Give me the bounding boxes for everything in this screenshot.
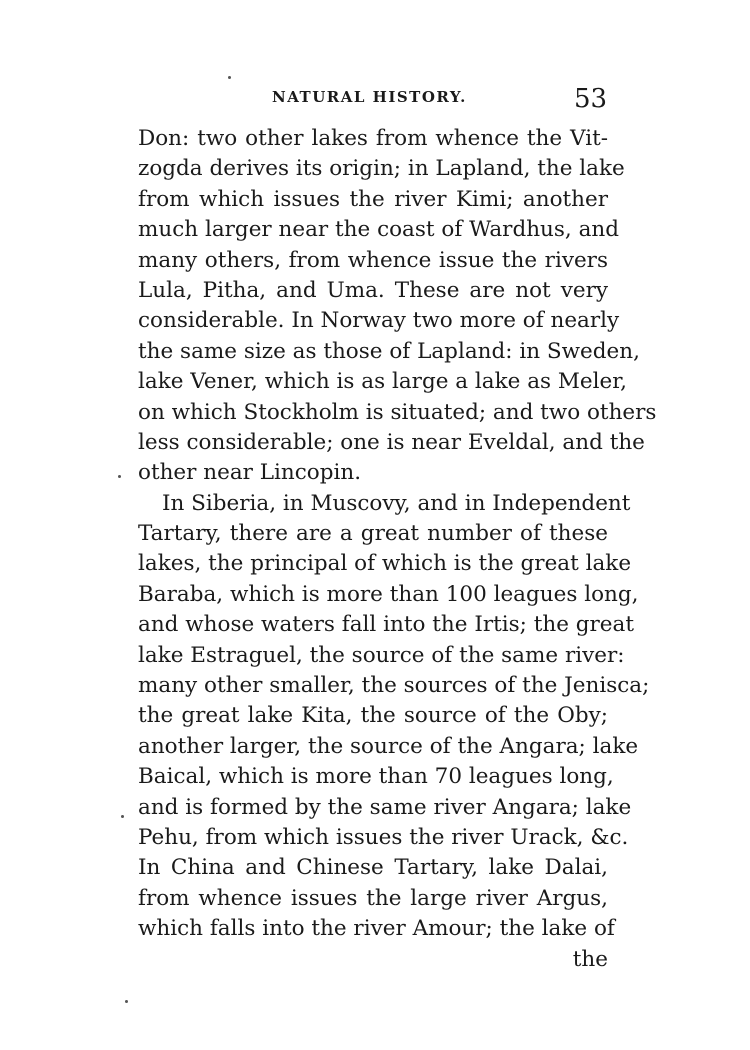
text-line: from whence issues the large river Argus, xyxy=(138,885,608,911)
text-line: another larger, the source of the Angara; lake xyxy=(138,733,639,759)
text-line: Pehu, from which issues the river Urack, &c. xyxy=(138,824,629,850)
paper-speck xyxy=(228,76,231,79)
page-number: 53 xyxy=(574,84,608,114)
text-line: In China and Chinese Tartary, lake Dalai, xyxy=(138,855,608,881)
catchword: the xyxy=(572,946,608,972)
text-line: Don: two other lakes from whence the Vit- xyxy=(138,126,608,151)
body-text xyxy=(138,124,657,975)
text-line: on which Stockholm is situated; and two others xyxy=(138,399,657,425)
text-line: lake Vener, which is as large a lake as Meler, xyxy=(138,369,627,395)
text-line: Lula, Pitha, and Uma. These are not very xyxy=(138,277,608,303)
text-line: and is formed by the same river Angara; lake xyxy=(138,794,632,820)
text-line: from which issues the river Kimi; another xyxy=(138,186,608,212)
paper-speck xyxy=(118,475,121,478)
paper-speck xyxy=(125,1000,128,1003)
paragraph-first-line: In Siberia, in Muscovy, and in Independent xyxy=(162,490,631,516)
text-line: Baraba, which is more than 100 leagues long, xyxy=(138,581,639,607)
running-title: NATURAL HISTORY. xyxy=(272,88,467,106)
text-line: much larger near the coast of Wardhus, and xyxy=(138,217,620,243)
text-line: less considerable; one is near Eveldal, and the xyxy=(138,429,645,455)
text-line: many others, from whence issue the rivers xyxy=(138,247,608,273)
text-line: lake Estraguel, the source of the same river: xyxy=(138,642,625,668)
text-line: Baical, which is more than 70 leagues long, xyxy=(138,764,614,790)
text-line: lakes, the principal of which is the great lake xyxy=(138,551,632,577)
text-line: Tartary, there are a great number of these xyxy=(138,521,608,547)
text-line: many other smaller, the sources of the Jenisca; xyxy=(138,673,650,699)
text-line: and whose waters fall into the Irtis; the great xyxy=(138,612,634,638)
text-line: considerable. In Norway two more of nearly xyxy=(138,308,620,334)
text-line: other near Lincopin. xyxy=(138,460,362,486)
text-line: the great lake Kita, the source of the Oby; xyxy=(138,703,608,729)
text-line: the same size as those of Lapland: in Sweden, xyxy=(138,338,640,364)
page-header xyxy=(0,84,750,114)
paper-speck xyxy=(121,815,124,818)
text-line: zogda derives its origin; in Lapland, the lake xyxy=(138,156,625,182)
text-line: which falls into the river Amour; the lake of xyxy=(138,916,615,942)
